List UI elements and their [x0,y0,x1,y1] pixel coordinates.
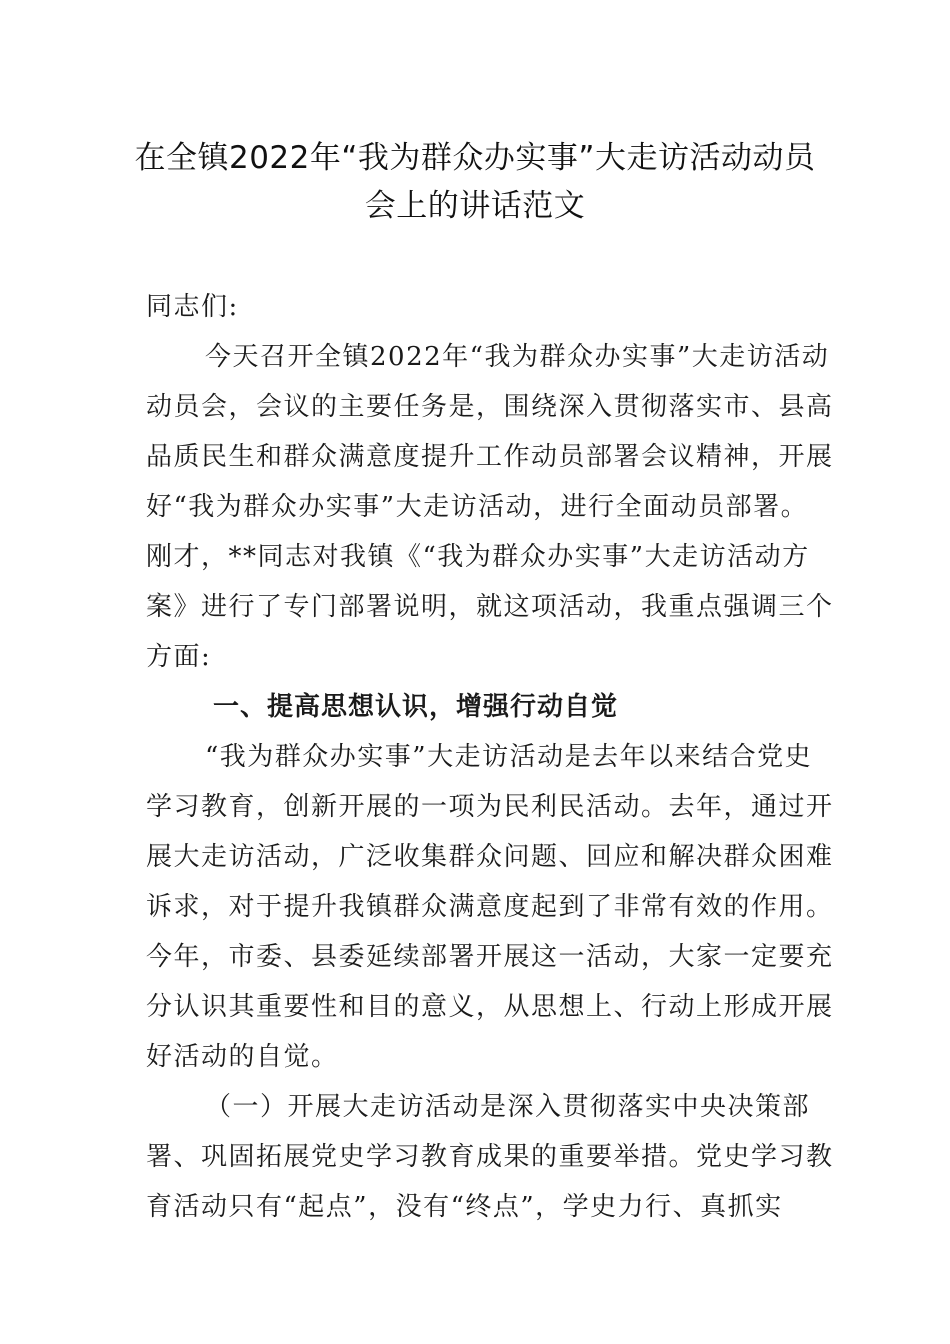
paragraph-line: 育活动只有“起点”，没有“终点”，学史力行、真抓实 [146,1192,783,1222]
paragraph-line: 品质民生和群众满意度提升工作动员部署会议精神，开展 [146,442,834,472]
paragraph-line: 今年，市委、县委延续部署开展这一活动，大家一定要充 [146,942,834,972]
paragraph-line: “我为群众办实事”大走访活动是去年以来结合党史 [205,742,813,772]
paragraph-line: 展大走访活动，广泛收集群众问题、回应和解决群众困难 [146,842,834,872]
paragraph-line: 学习教育，创新开展的一项为民利民活动。去年，通过开 [146,792,834,822]
document-title-line-2: 会上的讲话范文 [364,188,586,224]
paragraph-line: 分认识其重要性和目的意义，从思想上、行动上形成开展 [146,992,834,1022]
document-title-line-1: 在全镇2022年“我为群众办实事”大走访活动动员 [134,140,816,176]
paragraph-line: 好“我为群众办实事”大走访活动，进行全面动员部署。 [146,492,809,522]
paragraph-line: 案》进行了专门部署说明，就这项活动，我重点强调三个 [146,592,834,622]
paragraph-line: 刚才，**同志对我镇《“我为群众办实事”大走访活动方 [146,542,810,572]
salutation: 同志们: [146,292,239,322]
paragraph-line: 诉求，对于提升我镇群众满意度起到了非常有效的作用。 [146,892,834,922]
paragraph-line: 动员会，会议的主要任务是，围绕深入贯彻落实市、县高 [146,392,834,422]
section-heading: 一、提高思想认识，增强行动自觉 [213,692,619,722]
paragraph-line: 好活动的自觉。 [146,1042,339,1072]
paragraph-line: 署、巩固拓展党史学习教育成果的重要举措。党史学习教 [146,1142,834,1172]
paragraph-line: （一）开展大走访活动是深入贯彻落实中央决策部 [205,1092,811,1122]
paragraph-line: 今天召开全镇2022年“我为群众办实事”大走访活动 [205,342,830,372]
paragraph-line: 方面: [146,642,212,672]
